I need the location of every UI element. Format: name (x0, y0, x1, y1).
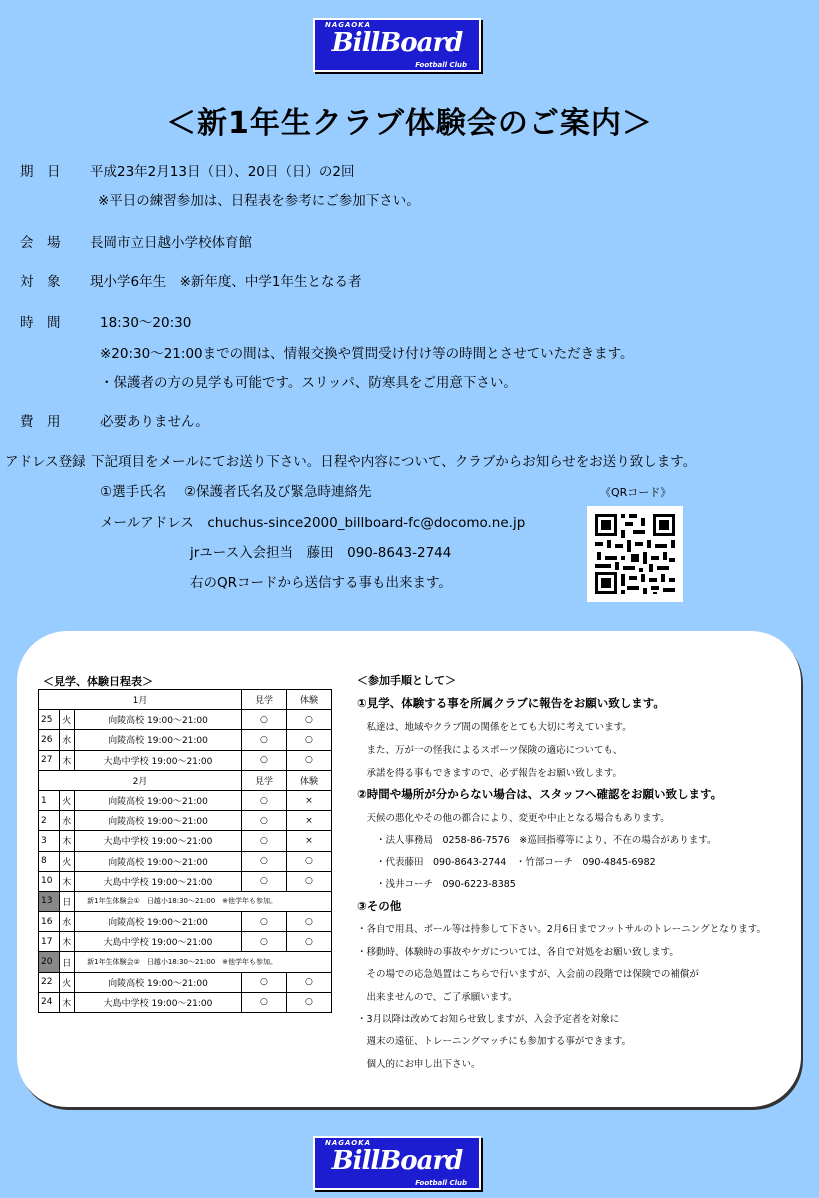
qr-code[interactable] (587, 506, 683, 602)
row-taiken: × (286, 831, 331, 851)
row-weekday: 木 (59, 831, 75, 851)
row-weekday: 木 (59, 932, 75, 952)
row-day: 17 (39, 932, 60, 952)
venue-value: 長岡市立日越小学校体育館 (90, 235, 252, 251)
contact-person: jrユース入会担当 藤田 090-8643-2744 (190, 545, 452, 561)
row-weekday: 水 (59, 912, 75, 932)
fee-value: 必要ありません。 (100, 414, 209, 430)
target-label: 対 象 (20, 274, 61, 290)
club-logo-bottom (313, 1136, 481, 1190)
row-kengaku: ○ (241, 750, 286, 770)
row-kengaku: ○ (241, 730, 286, 750)
row-event: 大島中学校 19:00〜21:00 (75, 750, 242, 770)
procedure-line: また、万が一の怪我によるスポーツ保険の適応についても、 (357, 745, 623, 756)
table-row (39, 871, 332, 891)
qr-label: 《QRコード》 (600, 486, 672, 499)
row-day: 3 (39, 831, 60, 851)
row-event: 向陵高校 19:00〜21:00 (75, 790, 242, 810)
row-weekday: 火 (59, 972, 75, 992)
row-taiken: ○ (286, 932, 331, 952)
row-taiken: × (286, 811, 331, 831)
date-value: 平成23年2月13日（日）、20日（日）の2回 (90, 164, 355, 180)
row-day: 27 (39, 750, 60, 770)
procedure-line: ・代表藤田 090-8643-2744 ・竹部コーチ 090-4845-6982 (357, 857, 656, 868)
table-row (39, 710, 332, 730)
logo-name: BillBoard (331, 28, 463, 58)
table-row (39, 932, 332, 952)
table-row (39, 851, 332, 871)
procedure-title: ＜参加手順として＞ (357, 674, 456, 687)
address-value: 下記項目をメールにてお送り下さい。日程や内容について、クラブからお知らせをお送り致します。 (91, 454, 697, 470)
club-logo-top (313, 18, 481, 72)
qr-code-image (587, 506, 683, 602)
row-weekday: 水 (59, 811, 75, 831)
row-day: 8 (39, 851, 60, 871)
venue-label: 会 場 (20, 235, 61, 251)
row-event: 向陵高校 19:00〜21:00 (75, 972, 242, 992)
logo-city: NAGAOKA (325, 1139, 372, 1147)
schedule-table (38, 689, 332, 1013)
procedure-line: ③その他 (357, 899, 402, 913)
month-name: 2月 (39, 770, 242, 790)
date-label: 期 日 (20, 164, 61, 180)
time-note-2: ・保護者の方の見学も可能です。スリッパ、防寒具をご用意下さい。 (100, 375, 517, 391)
row-kengaku: ○ (241, 871, 286, 891)
row-event: 向陵高校 19:00〜21:00 (75, 811, 242, 831)
target-value: 現小学6年生 ※新年度、中学1年生となる者 (90, 274, 362, 290)
row-kengaku: ○ (241, 811, 286, 831)
table-row (39, 790, 332, 810)
qr-note: 右のQRコードから送信する事も出来ます。 (190, 575, 452, 591)
row-weekday: 火 (59, 710, 75, 730)
row-day: 13 (39, 891, 60, 911)
row-kengaku: ○ (241, 851, 286, 871)
time-label: 時 間 (20, 315, 61, 331)
procedure-line: その場での応急処置はこちらで行いますが、入会前の段階では保険での補償が (357, 969, 699, 980)
row-kengaku: ○ (241, 831, 286, 851)
procedure-line: ・3月以降は改めてお知らせ致しますが、入会予定者を対象に (357, 1014, 620, 1025)
table-row (39, 912, 332, 932)
row-day: 10 (39, 871, 60, 891)
logo-sub: Football Club (415, 61, 467, 69)
logo-city: NAGAOKA (325, 21, 372, 29)
row-day: 22 (39, 972, 60, 992)
procedure-line: ・各自で用具、ボール等は持参して下さい。2月6日までフットサルのトレーニングとなります。 (357, 924, 766, 935)
table-row (39, 811, 332, 831)
row-taiken: ○ (286, 710, 331, 730)
row-taiken: ○ (286, 912, 331, 932)
procedure-line: 承諾を得る事もできますので、必ず報告をお願い致します。 (357, 768, 623, 779)
row-weekday: 日 (59, 952, 75, 972)
table-row-special (39, 952, 332, 972)
procedure-line: 天候の悪化やその他の都合により、変更や中止となる場合もあります。 (357, 813, 670, 824)
row-day: 16 (39, 912, 60, 932)
procedure-line: ・移動時、体験時の事故やケガについては、各自で対処をお願い致します。 (357, 947, 679, 958)
row-weekday: 火 (59, 851, 75, 871)
procedure-line: 週末の遠征、トレーニングマッチにも参加する事ができます。 (357, 1036, 632, 1047)
row-event: 向陵高校 19:00〜21:00 (75, 730, 242, 750)
row-day: 26 (39, 730, 60, 750)
row-weekday: 日 (59, 891, 75, 911)
table-row-special (39, 891, 332, 911)
address-label: アドレス登録 (5, 454, 86, 470)
row-day: 24 (39, 992, 60, 1012)
row-day: 2 (39, 811, 60, 831)
row-day: 20 (39, 952, 60, 972)
row-event: 向陵高校 19:00〜21:00 (75, 912, 242, 932)
row-taiken: ○ (286, 871, 331, 891)
row-event: 大島中学校 19:00〜21:00 (75, 871, 242, 891)
row-taiken: ○ (286, 972, 331, 992)
row-day: 25 (39, 710, 60, 730)
row-event: 向陵高校 19:00〜21:00 (75, 710, 242, 730)
table-row (39, 750, 332, 770)
logo-name: BillBoard (331, 1146, 463, 1176)
row-kengaku: ○ (241, 912, 286, 932)
page-title: ＜新1年生クラブ体験会のご案内＞ (166, 106, 653, 141)
row-kengaku: ○ (241, 992, 286, 1012)
row-event: 大島中学校 19:00〜21:00 (75, 932, 242, 952)
row-taiken: ○ (286, 992, 331, 1012)
procedure-line: 私達は、地域やクラブ間の関係をとても大切に考えています。 (357, 722, 632, 733)
logo-sub: Football Club (415, 1179, 467, 1187)
row-day: 1 (39, 790, 60, 810)
col-kengaku: 見学 (241, 770, 286, 790)
row-event: 新1年生体験会② 日越小18:30〜21:00 ※他学年も参加。 (75, 952, 332, 972)
col-taiken: 体験 (286, 770, 331, 790)
row-event: 向陵高校 19:00〜21:00 (75, 851, 242, 871)
row-kengaku: ○ (241, 710, 286, 730)
row-kengaku: ○ (241, 932, 286, 952)
month-header-row (39, 770, 332, 790)
table-row (39, 972, 332, 992)
row-weekday: 木 (59, 992, 75, 1012)
date-note: ※平日の練習参加は、日程表を参考にご参加下さい。 (98, 193, 420, 209)
month-name: 1月 (39, 690, 242, 710)
row-kengaku: ○ (241, 790, 286, 810)
col-taiken: 体験 (286, 690, 331, 710)
time-value: 18:30〜20:30 (100, 315, 192, 331)
procedure-line: 出来ませんので、ご了承願います。 (357, 992, 518, 1003)
row-weekday: 水 (59, 730, 75, 750)
row-taiken: ○ (286, 730, 331, 750)
col-kengaku: 見学 (241, 690, 286, 710)
fee-label: 費 用 (20, 414, 61, 430)
procedure-line: ①見学、体験する事を所属クラブに報告をお願い致します。 (357, 696, 665, 710)
procedure-line: ②時間や場所が分からない場合は、スタッフへ確認をお願い致します。 (357, 787, 723, 801)
time-note-1: ※20:30〜21:00までの間は、情報交換や質問受け付け等の時間とさせていただきます。 (100, 346, 634, 362)
row-event: 大島中学校 19:00〜21:00 (75, 831, 242, 851)
row-weekday: 火 (59, 790, 75, 810)
table-row (39, 831, 332, 851)
procedure-line: ・法人事務局 0258-86-7576 ※巡回指導等により、不在の場合があります。 (357, 835, 717, 846)
row-taiken: ○ (286, 750, 331, 770)
procedure-line: ・浅井コーチ 090-6223-8385 (357, 879, 516, 890)
row-weekday: 木 (59, 871, 75, 891)
row-taiken: × (286, 790, 331, 810)
row-taiken: ○ (286, 851, 331, 871)
row-kengaku: ○ (241, 972, 286, 992)
table-row (39, 730, 332, 750)
row-weekday: 木 (59, 750, 75, 770)
row-event: 大島中学校 19:00〜21:00 (75, 992, 242, 1012)
procedure-line: 個人的にお申し出下さい。 (357, 1059, 481, 1070)
schedule-title: ＜見学、体験日程表＞ (43, 675, 153, 688)
mail-address: メールアドレス chuchus-since2000_billboard-fc@docomo.ne.jp (100, 515, 526, 531)
table-row (39, 992, 332, 1012)
row-event: 新1年生体験会① 日越小18:30〜21:00 ※他学年も参加。 (75, 891, 332, 911)
month-header-row (39, 690, 332, 710)
required-items: ①選手氏名 ②保護者氏名及び緊急時連絡先 (100, 484, 372, 500)
